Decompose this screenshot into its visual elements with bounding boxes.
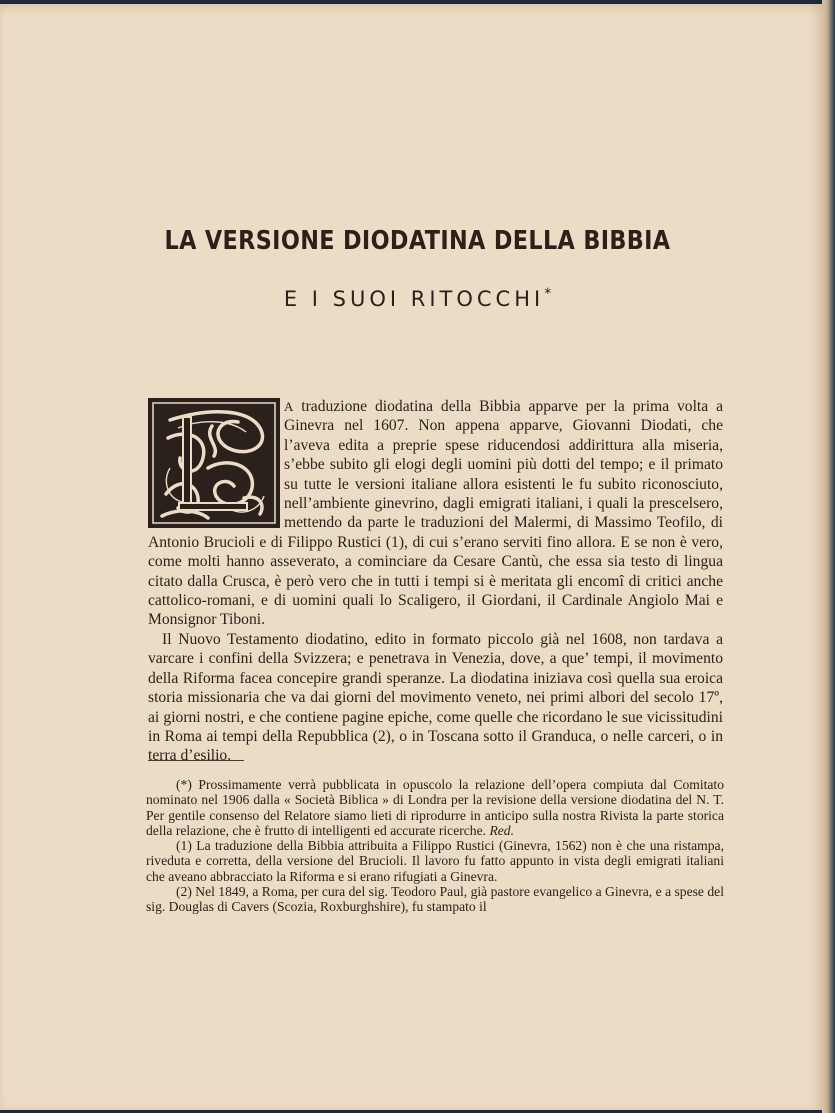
paragraph-2: Il Nuovo Testamento diodatino, edito in formato piccolo già nel 1608, non tardava a varcare i confini della Svizzera; e penetrava in Venezia, dove, a que’ tempi, il movimento della Riforma facea concepire grandi speranze. La diodatina iniziava così quella sua eroica storia missionaria che va dai giorni del movimento veneto, nei primi albori del secolo 17º, ai giorni nostri, e che contiene pagine epiche, come quelle che ricordano le sue vicissitudini in Roma ai tempi della Repubblica (2), o in Toscana sotto il Granduca, o nelle carceri, o in terra d’esilio. [148, 630, 723, 765]
article-title: LA VERSIONE DIODATINA DELLA BIBBIA [164, 226, 671, 256]
footnote-1: (1) La traduzione della Bibbia attribuita a Filippo Rustici (Ginevra, 1562) non è che una ristampa, riveduta e corretta, della versione del Brucioli. Il lavoro fu fatto appunto in vista degli emigrati italiani che aveano abbracciato la Riforma e si erano rifugiati a Ginevra. [146, 838, 724, 884]
footnote-2: (2) Nel 1849, a Roma, per cura del sig. Teodoro Paul, già pastore evangelico a Ginevra, e a spese del sig. Douglas di Cavers (Scozia, Roxburghshire), fu stampato il [146, 884, 724, 915]
article-body [148, 397, 723, 766]
article-subtitle [0, 286, 835, 311]
subtitle-text: E I SUOI RITOCCHI [283, 287, 545, 311]
footnote-star-signature: Red. [489, 822, 514, 838]
paragraph-1-text: traduzione diodatina della Bibbia apparve per la prima volta a Ginevra nel 1607. Non appena apparve, Giovanni Diodati, che l’aveva edita a preprie spese riducendosi addirittura alla miseria, s’ebbe subito gli elogi degli uomini più dotti del tempo; e il primato su tutte le versioni italiane allora esistenti le fu subito riconosciuto, nell’ambiente ginevrino, dagli emigrati italiani, i quali la prescelsero, mettendo da parte le traduzioni del Malermi, di Massimo Teofilo, di Antonio Brucioli e di Filippo Rustici (1), di cui s’erano serviti fino allora. E se non è vero, come molti hanno asseverato, a cominciare da Cesare Cantù, che essa sia testo di lingua citato dalla Crusca, è però vero che in tutti i tempi si è meritata gli encomî di critici anche cattolico-romani, e di uomini quali lo Scaligero, il Giordani, il Cardinale Angiolo Mai e Monsignor Tiboni. [148, 398, 723, 629]
paragraph-1-first-letter: A [284, 399, 294, 414]
subtitle-footnote-mark: * [544, 286, 552, 302]
ornamental-initial [148, 398, 280, 528]
footnote-star-text: (*) Prossimamente verrà pubblicata in opuscolo la relazione dell’opera compiuta dal Comitato nominato nel 1906 dalla « Società Biblica » di Londra per la revisione della versione diodatina del N. T. Per gentile consenso del Relatore siamo lieti di riprodurre in anticipo sulla nostra Rivista la parte storica della relazione, che è frutto di intelligenti ed accurate ricerche. [146, 777, 724, 838]
footnotes [146, 777, 724, 915]
footnote-star [146, 777, 724, 838]
footnote-rule [148, 760, 244, 761]
book-page [0, 4, 823, 1110]
page-edge [822, 0, 835, 1113]
